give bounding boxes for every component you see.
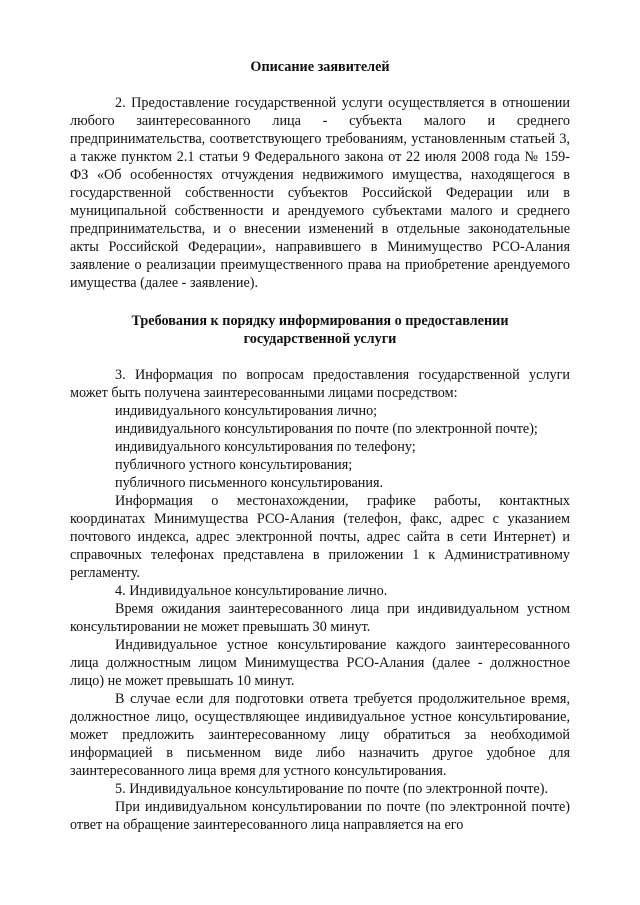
section-title-applicants: Описание заявителей [250,59,390,75]
section-title-line-2: государственной услуги [243,331,397,347]
paragraph-3: 3. Информация по вопросам предоставления государственной услуги может быть получена заинтересованными лицами посредством: [70,367,570,401]
paragraph-4-long-answer: В случае если для подготовки ответа требуется продолжительное время, должностное лицо, осуществляющее индивидуальное устное консультирование, может предложить заинтересованному лицу обратиться за необходимой информацией в письменном виде либо назначить другое удобное для заинтересованного лица время для устного консультирования. [70,691,570,779]
list-item: индивидуального консультирования по почте (по электронной почте); [115,421,538,437]
paragraph-2: 2. Предоставление государственной услуги осуществляется в отношении любого заинтересованного лица - субъекта малого и среднего предпринимательства, соответствующего требованиям, установленным статьей 3, а также пунктом 2.1 статьи 9 Федерального закона от 22 июля 2008 года № 159-ФЗ «Об особенностях отчуждения недвижимого имущества, находящегося в государственной собственности субъектов Российской Федерации или в муниципальной собственности и арендуемого субъектами малого и среднего предпринимательства, и о внесении изменений в отдельные законодательные акты Российской Федерации», направившего в Минимущество РСО-Алания заявление о реализации преимущественного права на приобретение арендуемого имущества (далее - заявление). [70,95,570,291]
paragraph-contact-info: Информация о местонахождении, графике работы, контактных координатах Минимущества РСО-Алания (телефон, факс, адрес с указанием почтового индекса, адрес электронной почты, адрес сайта в сети Интернет) и справочных телефонах представлена в приложении 1 к Административному регламенту. [70,493,570,581]
paragraph-5-mail: При индивидуальном консультировании по почте (по электронной почте) ответ на обращение заинтересованного лица направляется на его [70,799,570,833]
document-page [70,58,570,834]
list-item: индивидуального консультирования по телефону; [115,439,416,455]
paragraph-4-duration: Индивидуальное устное консультирование каждого заинтересованного лица должностным лицом Минимущества РСО-Алания (далее - должностное лицо) не может превышать 10 минут. [70,637,570,689]
paragraph-4: 4. Индивидуальное консультирование лично. [115,583,388,599]
list-item: публичного устного консультирования; [115,457,353,473]
paragraph-5: 5. Индивидуальное консультирование по почте (по электронной почте). [115,781,548,797]
paragraph-4-wait-time: Время ожидания заинтересованного лица при индивидуальном устном консультировании не может превышать 30 минут. [70,601,570,635]
list-item: индивидуального консультирования лично; [115,403,378,419]
list-item: публичного письменного консультирования. [115,475,384,491]
section-title-line-1: Требования к порядку информирования о предоставлении [131,313,509,329]
section-title-information-requirements [70,312,570,348]
